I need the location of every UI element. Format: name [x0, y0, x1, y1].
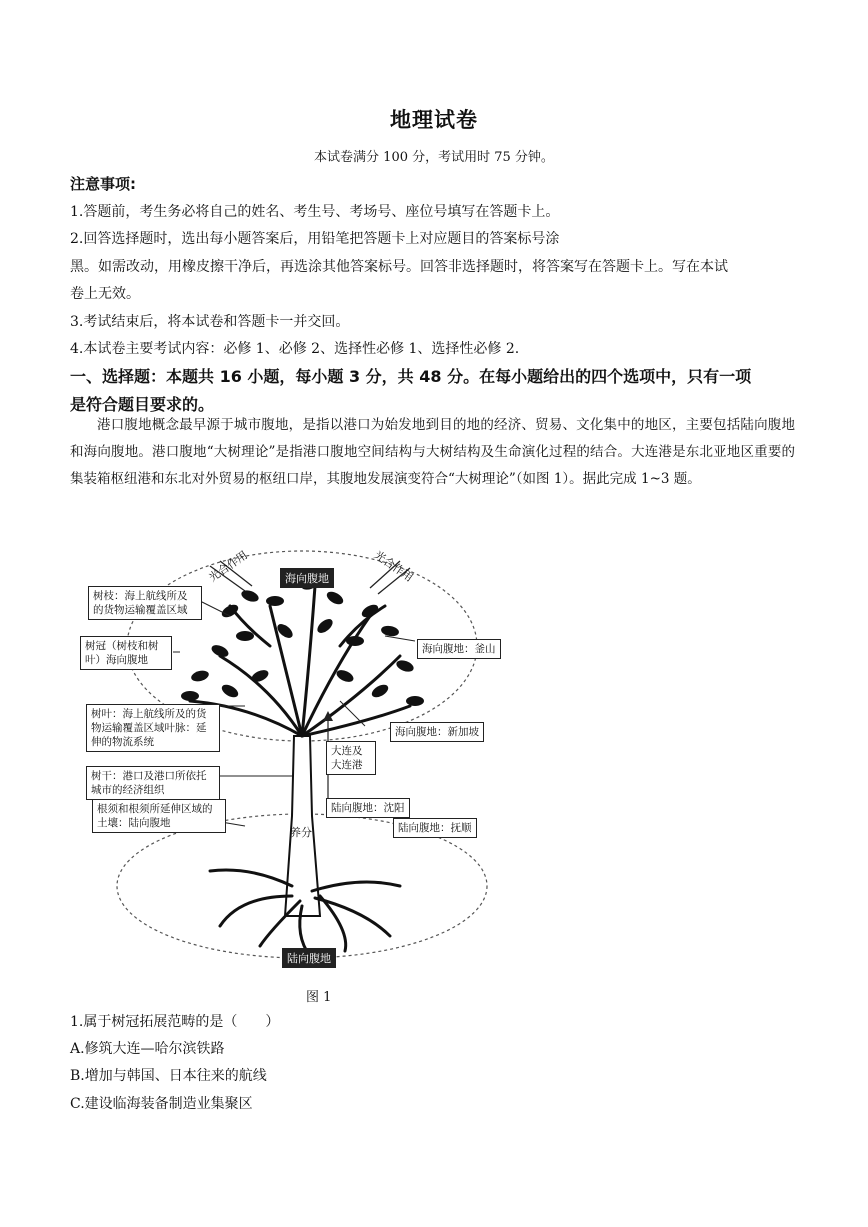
option-c: C.建设临海装备制造业集聚区	[70, 1096, 253, 1112]
branch-label: 树枝：海上航线所及的货物运输覆盖区域	[88, 586, 202, 620]
section-heading: 一、选择题：本题共 16 小题，每小题 3 分，共 48 分。在每小题给出的四个选项中，只有一项	[70, 367, 752, 386]
crown-label: 树冠（树枝和树叶）海向腹地	[80, 636, 172, 670]
singapore-label: 海向腹地：新加坡	[390, 722, 484, 742]
notice-item: 黑。如需改动，用橡皮擦干净后，再选涂其他答案标号。回答非选择题时，将答案写在答题卡上。写在本试	[70, 259, 728, 275]
notice-item: 3.考试结束后，将本试卷和答题卡一并交回。	[70, 314, 350, 330]
photo-label-right: 光合作用	[371, 548, 416, 585]
sea-hinterland-label: 海向腹地	[280, 568, 334, 588]
notice-heading: 注意事项:	[70, 175, 136, 193]
shenyang-label: 陆向腹地：沈阳	[326, 798, 410, 818]
land-hinterland-label: 陆向腹地	[282, 948, 336, 968]
exam-info: 本试卷满分 100 分，考试用时 75 分钟。	[314, 150, 554, 165]
roots-label: 根须和根须所延伸区域的土壤：陆向腹地	[92, 799, 226, 833]
figure-caption: 图 1	[306, 990, 332, 1005]
notice-item: 卷上无效。	[70, 286, 140, 302]
dalian-label: 大连及大连港	[326, 741, 376, 775]
option-a: A.修筑大连—哈尔滨铁路	[70, 1041, 225, 1057]
page-title: 地理试卷	[390, 108, 478, 132]
notice-item: 2.回答选择题时，选出每小题答案后，用铅笔把答题卡上对应题目的答案标号涂	[70, 231, 560, 247]
question-stem: 1.属于树冠拓展范畴的是（ ）	[70, 1014, 280, 1030]
fushun-label: 陆向腹地：抚顺	[393, 818, 477, 838]
section-heading: 是符合题目要求的。	[70, 395, 215, 414]
tree-leaves	[181, 576, 424, 706]
notice-item: 4.本试卷主要考试内容：必修 1、必修 2、选择性必修 1、选择性必修 2.	[70, 341, 520, 357]
leaf-label: 树叶：海上航线所及的货物运输覆盖区域叶脉：延伸的物流系统	[86, 704, 220, 752]
passage: 港口腹地概念最早源于城市腹地，是指以港口为始发地到目的地的经济、贸易、文化集中的地区，主要包括陆向腹地和海向腹地。港口腹地“大树理论”是指港口腹地空间结构与大树结构及生命演化过程的结合。大连港是东北亚地区重要的集装箱枢纽港和东北对外贸易的枢纽口岸，其腹地发展演变符合“大树理论”（如图 1）。据此完成 1~3 题。	[70, 417, 795, 487]
nutrient-label: 养分	[290, 826, 312, 839]
trunk-label: 树干：港口及港口所依托城市的经济组织	[86, 766, 220, 800]
photo-label-left: 光合作用	[206, 548, 251, 585]
tree-figure	[70, 536, 510, 981]
busan-label: 海向腹地：釜山	[417, 639, 501, 659]
notice-item: 1.答题前，考生务必将自己的姓名、考生号、考场号、座位号填写在答题卡上。	[70, 204, 560, 220]
option-b: B.增加与韩国、日本往来的航线	[70, 1068, 267, 1084]
